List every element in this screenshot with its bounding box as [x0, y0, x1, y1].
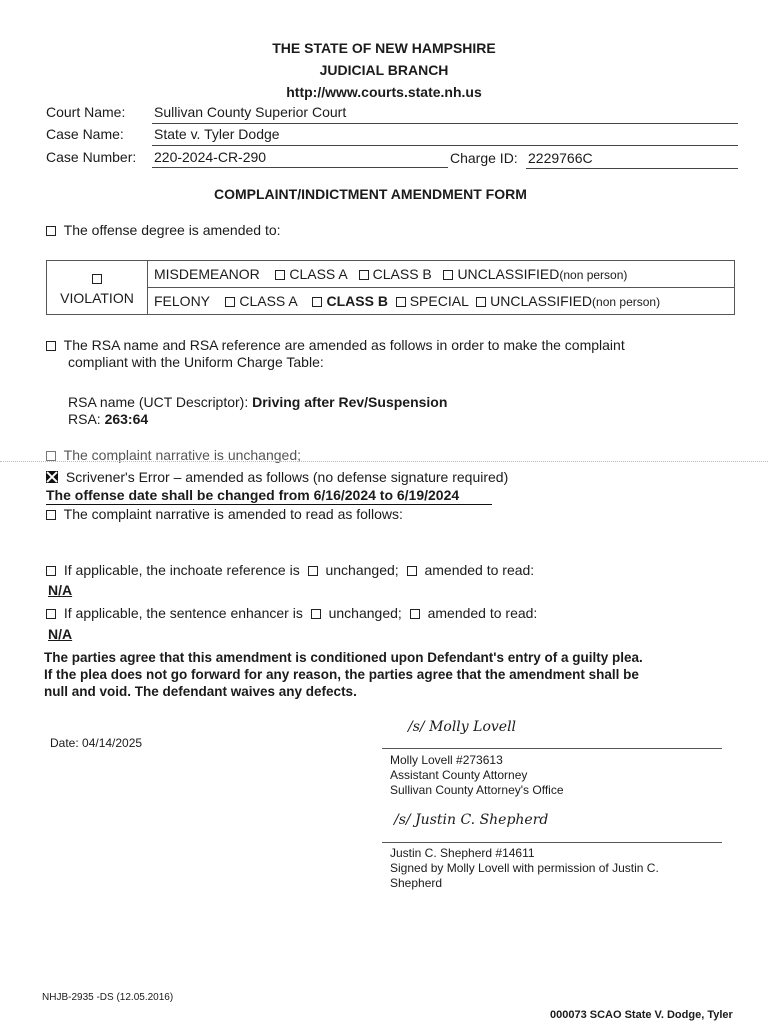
rsa-intro-line2: compliant with the Uniform Charge Table: — [68, 354, 324, 370]
degree-amended-row — [46, 222, 281, 238]
enhancer-unchanged-label: unchanged; — [328, 605, 402, 621]
signer2-name: Justin C. Shepherd #14611 — [390, 846, 535, 860]
enhancer-checkbox[interactable] — [46, 609, 56, 619]
misd-unclassified-checkbox[interactable] — [443, 270, 453, 280]
misd-unclassified-label: UNCLASSIFIED — [457, 266, 560, 282]
signer1-office: Sullivan County Attorney's Office — [390, 783, 564, 797]
signature-date: Date: 04/14/2025 — [50, 736, 143, 750]
inchoate-amended-checkbox[interactable] — [407, 566, 417, 576]
fel-class-a-checkbox[interactable] — [225, 297, 235, 307]
inchoate-value: N/A — [48, 582, 73, 598]
narrative-amended-label: The complaint narrative is amended to read as follows: — [63, 506, 403, 522]
rsa-name-label: RSA name (UCT Descriptor): — [68, 394, 249, 410]
case-name-value: State v. Tyler Dodge — [154, 126, 280, 142]
agreement-line1: The parties agree that this amendment is conditioned upon Defendant's entry of a guilty plea. — [44, 650, 643, 665]
case-name-label: Case Name: — [46, 126, 124, 142]
inchoate-unchanged-label: unchanged; — [325, 562, 399, 578]
bates-stamp: 000073 SCAO State V. Dodge, Tyler — [550, 1009, 733, 1021]
violation-cell — [47, 261, 148, 315]
rsa-checkbox[interactable] — [46, 341, 56, 351]
rsa-ref-value: 263:64 — [104, 411, 149, 427]
signer2-note-line1: Signed by Molly Lovell with permission of Justin C. — [390, 861, 659, 875]
case-number-label: Case Number: — [46, 149, 137, 165]
felony-label: FELONY — [154, 293, 210, 309]
violation-checkbox[interactable] — [92, 274, 102, 284]
fel-special-label: SPECIAL — [409, 293, 469, 309]
signature-justin-shepherd: /s/ Justin C. Shepherd — [394, 812, 549, 828]
charge-id-value: 2229766C — [528, 150, 593, 166]
misd-non-person-label: (non person) — [559, 268, 628, 282]
enhancer-value: N/A — [48, 626, 73, 642]
signer2-note-line2: Shepherd — [390, 876, 443, 890]
signer1-title: Assistant County Attorney — [390, 768, 528, 782]
fel-unclassified-checkbox[interactable] — [476, 297, 486, 307]
inchoate-amended-label: amended to read: — [424, 562, 535, 578]
degree-amended-text: The offense degree is amended to: — [63, 222, 281, 238]
narrative-amended-checkbox[interactable] — [46, 510, 56, 520]
fel-class-b-checkbox[interactable] — [312, 297, 322, 307]
charge-id-label: Charge ID: — [450, 150, 518, 166]
offense-date-change: The offense date shall be changed from 6/16/2024 to 6/19/2024 — [46, 487, 460, 503]
misdemeanor-row — [148, 261, 735, 288]
agreement-line2: If the plea does not go forward for any reason, the parties agree that the amendment shall be — [44, 667, 639, 682]
enhancer-label: If applicable, the sentence enhancer is — [63, 605, 303, 621]
inchoate-checkbox[interactable] — [46, 566, 56, 576]
offense-degree-table — [46, 260, 735, 315]
fel-special-checkbox[interactable] — [396, 297, 406, 307]
fel-unclassified-label: UNCLASSIFIED — [490, 293, 593, 309]
signature-molly-lovell: /s/ Molly Lovell — [408, 719, 517, 735]
form-id: NHJB-2935 -DS (12.05.2016) — [42, 992, 174, 1003]
enhancer-amended-checkbox[interactable] — [410, 609, 420, 619]
rsa-intro-line1: The RSA name and RSA reference are amended as follows in order to make the complaint — [63, 337, 625, 353]
enhancer-unchanged-checkbox[interactable] — [311, 609, 321, 619]
court-name-value: Sullivan County Superior Court — [154, 104, 347, 120]
signer1-name: Molly Lovell #273613 — [390, 753, 503, 767]
fel-class-b-label: CLASS B — [326, 293, 388, 309]
case-number-value: 220-2024-CR-290 — [154, 149, 267, 165]
felony-row — [148, 288, 735, 315]
scrivener-row — [46, 469, 508, 485]
narrative-unchanged-checkbox[interactable] — [46, 451, 56, 461]
misdemeanor-label: MISDEMEANOR — [154, 266, 260, 282]
misd-class-a-checkbox[interactable] — [275, 270, 285, 280]
scrivener-label: Scrivener's Error – amended as follows (no defense signature required) — [65, 469, 509, 485]
inchoate-label: If applicable, the inchoate reference is — [63, 562, 300, 578]
misd-class-b-checkbox[interactable] — [359, 270, 369, 280]
rsa-ref-label: RSA: — [68, 411, 101, 427]
enhancer-row — [46, 605, 537, 621]
rsa-name-row — [68, 394, 447, 410]
narrative-amended-row — [46, 506, 403, 522]
violation-label: VIOLATION — [60, 289, 134, 306]
enhancer-amended-label: amended to read: — [427, 605, 538, 621]
scrivener-checkbox-checked[interactable] — [46, 471, 58, 483]
rsa-ref-row — [68, 411, 148, 427]
narrative-unchanged-label: The complaint narrative is unchanged; — [63, 447, 301, 463]
agreement-line3: null and void. The defendant waives any defects. — [44, 684, 357, 699]
header-state: THE STATE OF NEW HAMPSHIRE — [272, 40, 496, 56]
misd-class-a-label: CLASS A — [289, 266, 347, 282]
inchoate-unchanged-checkbox[interactable] — [308, 566, 318, 576]
header-url: http://www.courts.state.nh.us — [286, 84, 482, 100]
degree-checkbox[interactable] — [46, 226, 56, 236]
form-title: COMPLAINT/INDICTMENT AMENDMENT FORM — [214, 186, 527, 202]
court-name-label: Court Name: — [46, 104, 126, 120]
header-branch: JUDICIAL BRANCH — [319, 62, 449, 78]
rsa-name-value: Driving after Rev/Suspension — [252, 394, 448, 410]
rsa-amended-row — [46, 337, 625, 353]
fel-non-person-label: (non person) — [592, 295, 661, 309]
inchoate-row — [46, 562, 534, 578]
fel-class-a-label: CLASS A — [239, 293, 297, 309]
misd-class-b-label: CLASS B — [372, 266, 432, 282]
